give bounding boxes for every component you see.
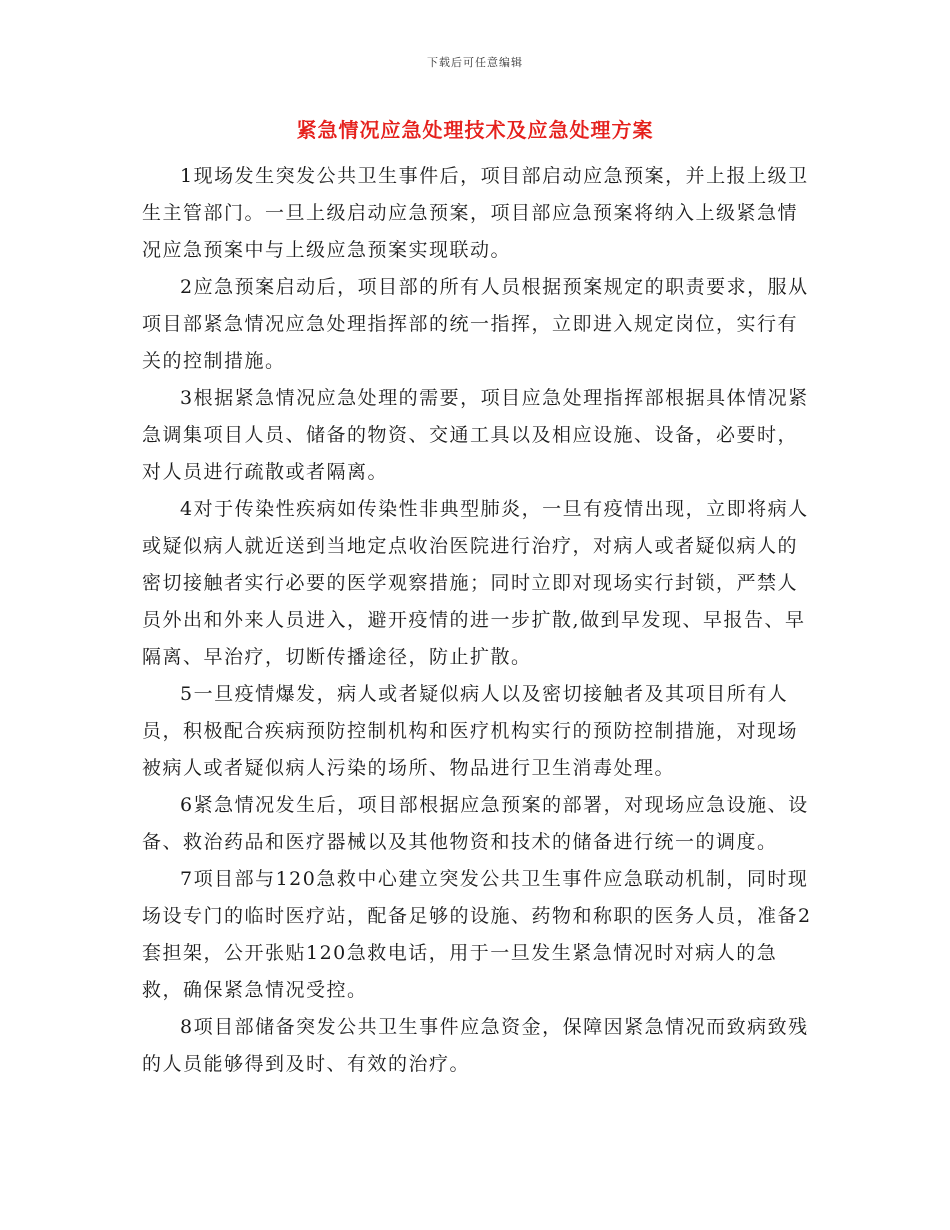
document-body bbox=[142, 158, 814, 1083]
paragraph-3: 3根据紧急情况应急处理的需要，项目应急处理指挥部根据具体情况紧急调集项目人员、储备的物资、交通工具以及相应设施、设备，必要时，对人员进行疏散或者隔离。 bbox=[142, 387, 809, 483]
paragraph-5: 5一旦疫情爆发，病人或者疑似病人以及密切接触者及其项目所有人员，积极配合疾病预防控制机构和医疗机构实行的预防控制措施，对现场被病人或者疑似病人污染的场所、物品进行卫生消毒处理。 bbox=[142, 683, 799, 779]
paragraph-6: 6紧急情况发生后，项目部根据应急预案的部署，对现场应急设施、设备、救治药品和医疗器械以及其他物资和技术的储备进行统一的调度。 bbox=[142, 794, 809, 853]
document-title: 紧急情况应急处理技术及应急处理方案 bbox=[296, 118, 654, 142]
paragraph-7: 7项目部与120急救中心建立突发公共卫生事件应急联动机制，同时现场设专门的临时医疗站，配备足够的设施、药物和称职的医务人员，准备2套担架，公开张贴120急救电话，用于一旦发生紧急情况时对病人的急救，确保紧急情况受控。 bbox=[142, 868, 812, 1001]
paragraph-8: 8项目部储备突发公共卫生事件应急资金，保障因紧急情况而致病致残的人员能够得到及时、有效的治疗。 bbox=[142, 1016, 809, 1075]
paragraph-4: 4对于传染性疾病如传染性非典型肺炎，一旦有疫情出现，立即将病人或疑似病人就近送到当地定点收治医院进行治疗，对病人或者疑似病人的密切接触者实行必要的医学观察措施；同时立即对现场实行封锁，严禁人员外出和外来人员进入，避开疫情的进一步扩散,做到早发现、早报告、早隔离、早治疗，切断传播途径，防止扩散。 bbox=[142, 498, 809, 668]
header-note: 下载后可任意编辑 bbox=[427, 56, 523, 69]
paragraph-2: 2应急预案启动后，项目部的所有人员根据预案规定的职责要求，服从项目部紧急情况应急处理指挥部的统一指挥，立即进入规定岗位，实行有关的控制措施。 bbox=[142, 276, 809, 372]
paragraph-1: 1现场发生突发公共卫生事件后，项目部启动应急预案，并上报上级卫生主管部门。一旦上级启动应急预案，项目部应急预案将纳入上级紧急情况应急预案中与上级应急预案实现联动。 bbox=[142, 165, 809, 261]
